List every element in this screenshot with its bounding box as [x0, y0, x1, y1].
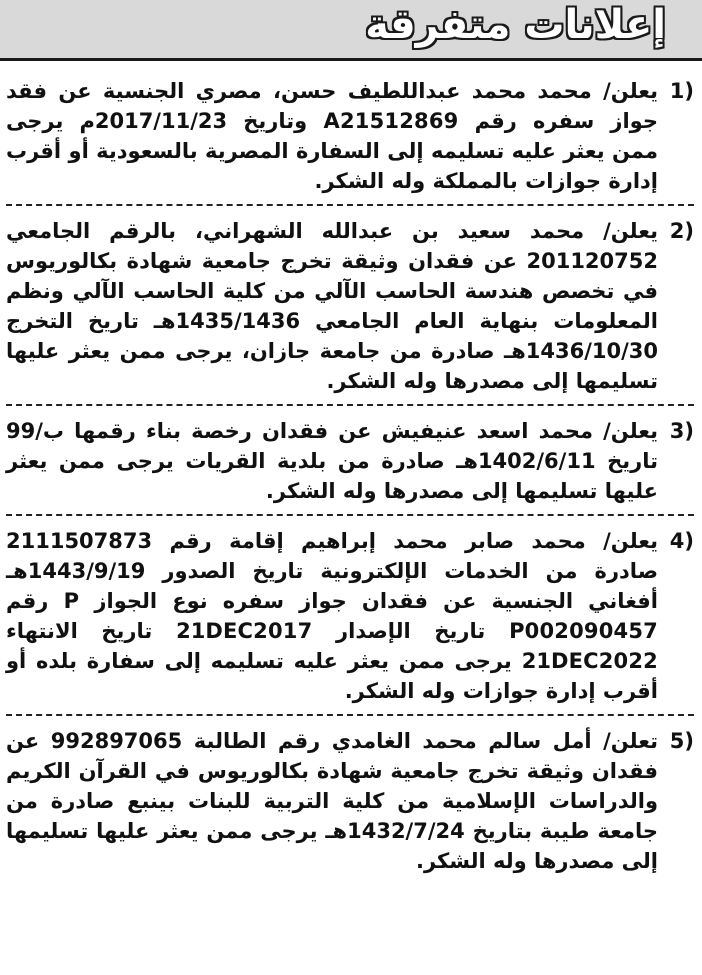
ad-text: محمد صابر محمد إبراهيم إقامة رقم 2111507873 صادرة من الخدمات الإلكترونية تاريخ الصدور 1443/9/19هـ أفغاني الجنسية عن فقدان جواز سفره نوع الجواز P رقم P002090457 تاريخ الإصدار 21DEC2017 تاريخ الانتهاء 21DEC2022 يرجى ممن يعثر عليه تسليمه إلى سفارة بلده أو أقرب إدارة جوازات وله الشكر. — [6, 529, 658, 703]
ad-item-3 — [6, 406, 694, 516]
ad-text: محمد سعيد بن عبدالله الشهراني، بالرقم الجامعي 201120752 عن فقدان وثيقة تخرج جامعية شهادة بكالوريوس في تخصص هندسة الحاسب الآلي من كلية الحاسب الآلي ونظم المعلومات بنهاية العام الجامعي 1435/1436هـ تاريخ التخرج 1436/10/30هـ صادرة من جامعة جازان، يرجى ممن يعثر عليها تسليمها إلى مصدرها وله الشكر. — [6, 219, 658, 393]
ad-body — [6, 416, 658, 506]
ad-body — [6, 526, 658, 706]
ad-item-1 — [6, 76, 694, 206]
ad-label: يعلن/ — [603, 79, 659, 103]
ad-item-5 — [6, 716, 694, 884]
ads-list — [6, 76, 694, 884]
ad-label: يعلن/ — [603, 219, 658, 243]
ad-number: 2) — [669, 219, 694, 243]
ad-body — [6, 76, 658, 196]
ad-text: محمد محمد عبداللطيف حسن، مصري الجنسية عن فقد جواز سفره رقم A21512869 وتاريخ 2017/11/23م يرجى ممن يعثر عليه تسليمه إلى السفارة المصرية بالسعودية أو أقرب إدارة جوازات بالمملكة وله الشكر. — [6, 79, 658, 193]
ad-text: محمد اسعد عنيفيش عن فقدان رخصة بناء رقمها ب/99 تاريخ 1402/6/11هـ صادرة من بلدية القريات يرجى ممن يعثر عليها تسليمها إلى مصدرها وله الشكر. — [6, 419, 658, 503]
ad-number: 1) — [669, 79, 694, 103]
ad-label: تعلن/ — [603, 729, 658, 753]
ad-number: 4) — [669, 529, 694, 553]
ad-number: 5) — [669, 729, 694, 753]
ad-body — [6, 216, 658, 396]
ad-label: يعلن/ — [603, 529, 659, 553]
ad-body — [6, 726, 658, 876]
ad-label: يعلن/ — [603, 419, 659, 443]
ad-item-4 — [6, 516, 694, 716]
ad-text: أمل سالم محمد الغامدي رقم الطالبة 992897065 عن فقدان وثيقة تخرج جامعية شهادة بكالوريوس في القرآن الكريم والدراسات الإسلامية من كلية التربية للبنات بينبع صادرة من جامعة طيبة بتاريخ 1432/7/24هـ يرجى ممن يعثر عليها تسليمها إلى مصدرها وله الشكر. — [6, 729, 658, 873]
section-title: إعلانات متفرقة — [365, 2, 666, 48]
ad-number: 3) — [669, 419, 694, 443]
section-header — [0, 0, 702, 61]
ad-item-2 — [6, 206, 694, 406]
